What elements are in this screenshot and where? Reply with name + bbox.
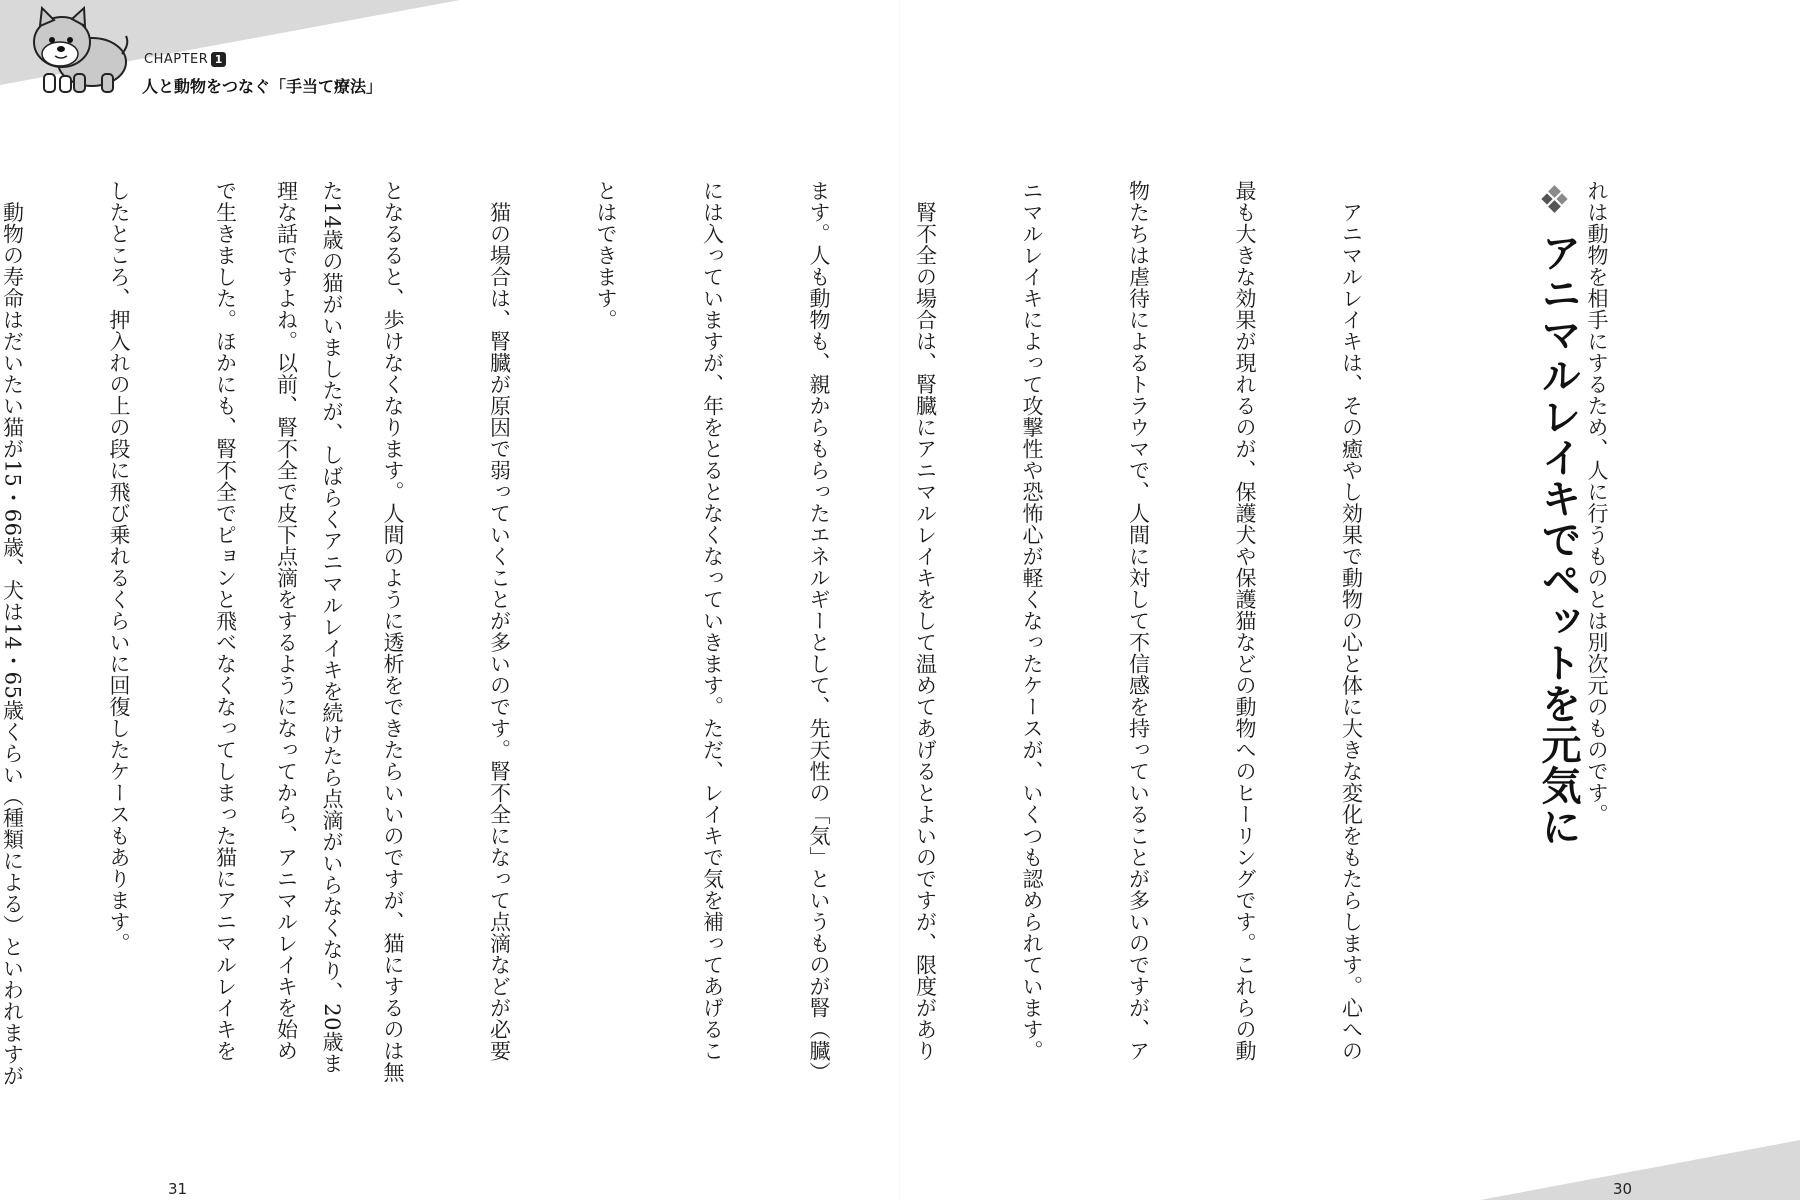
text-line: には入っていますが、年をとるとなくなっていきます。ただ、レイキで気を補ってあげるこ (700, 180, 725, 1062)
text-line: ます。人も動物も、親からもらったエネルギーとして、先天性の「気」というものが腎（臓） (807, 180, 831, 1083)
chapter-number-badge: 1 (211, 52, 226, 67)
page-number-left: 31 (168, 1180, 188, 1198)
chapter-label-text: CHAPTER (144, 52, 209, 67)
corner-decoration-right (1480, 1140, 1800, 1200)
page-number-right: 30 (1613, 1180, 1633, 1198)
text-line: た14歳の猫がいましたが、しばらくアニマルレイキを続けたら点滴がいらなくなり、20歳ま (320, 180, 344, 1074)
text-line: 物たちは虐待によるトラウマで、人間に対して不信感を持っていることが多いのですが、ア (1126, 180, 1151, 1062)
left-page-body (0, 180, 420, 1100)
text-line: で生きました。ほかにも、腎不全でピョンと飛べなくなってしまった猫にアニマルレイキを (213, 180, 238, 1062)
text-line: 猫の場合は、腎臓が原因で弱っていくことが多いのです。腎不全になって点滴などが必要 (487, 180, 512, 1062)
chapter-label (144, 52, 226, 67)
text-line: 最も大きな効果が現れるのが、保護犬や保護猫などの動物へのヒーリングです。これらの動 (1233, 180, 1257, 1062)
text-line: ニマルレイキによって攻撃性や恐怖心が軽くなったケースが、いくつも認められています。 (1020, 180, 1044, 1062)
text-line: とはできます。 (594, 180, 618, 331)
section-heading (1535, 232, 1581, 847)
dog-illustration-icon (22, 4, 132, 96)
text-line: 動物の寿命はだいたい猫が15・66歳、犬は14・65歳くらい（種類による）といわれますが (0, 180, 25, 1087)
text-line: れは動物を相手にするため、人に行うものとは別次元のものです。 (1585, 180, 1609, 825)
text-line: アニマルレイキは、その癒やし効果で動物の心と体に大きな変化をもたらします。心への (1339, 180, 1364, 1062)
text-line: 腎不全の場合は、腎臓にアニマルレイキをして温めてあげるとよいのですが、限度があり (913, 180, 938, 1062)
right-page-body (233, 180, 1686, 1100)
text-line: となるると、歩けなくなります。人間のように透析をできたらいいのですが、猫にするのは無 (381, 180, 405, 1083)
heading-spacer (1440, 180, 1508, 1100)
text-line: 理な話ですよね。以前、腎不全で皮下点滴をするようになってから、アニマルレイキを始め (274, 180, 299, 1062)
text-line: したところ、押入れの上の段に飛び乗れるくらいに回復したケースもあります。 (107, 180, 131, 954)
diamond-ornament-icon (1535, 184, 1575, 224)
section-heading-text: アニマルレイキでペットを元気に (1535, 232, 1581, 847)
chapter-title: 人と動物をつなぐ「手当て療法」 (142, 77, 383, 96)
